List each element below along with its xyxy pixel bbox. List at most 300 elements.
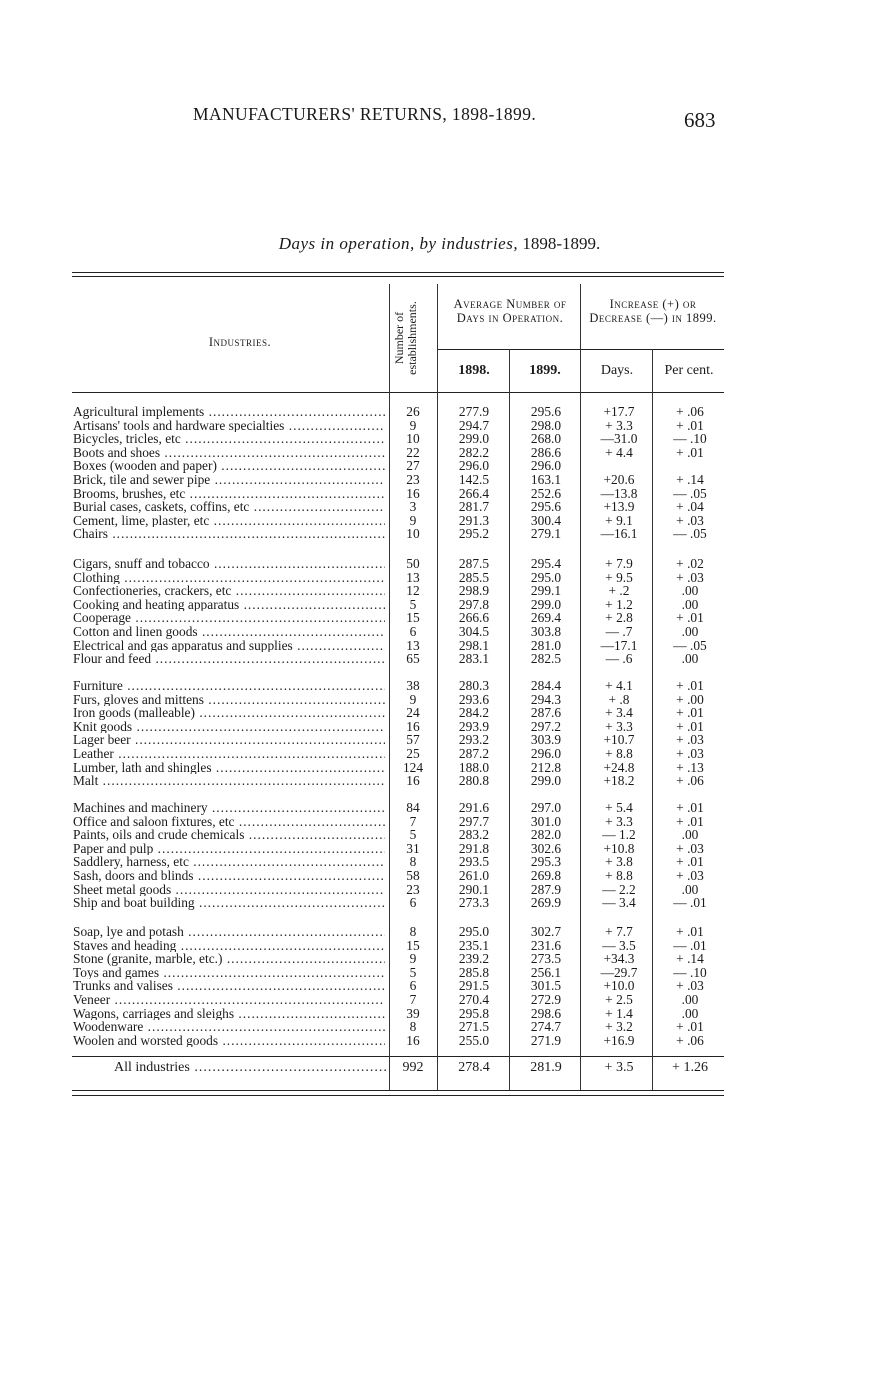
- days-1899: 282.5: [530, 651, 562, 667]
- days-1898: 297.7: [458, 813, 490, 829]
- table-row: [0, 720, 879, 734]
- table-row: [0, 1034, 879, 1048]
- change-days: + 3.3: [605, 718, 633, 734]
- days-1899: 287.9: [530, 881, 562, 897]
- change-days: — .6: [605, 651, 633, 667]
- table-row: [0, 679, 879, 693]
- days-1898: 291.8: [458, 840, 490, 856]
- table-row: [0, 993, 879, 1007]
- table-row: [0, 828, 879, 842]
- establishments-count: 39: [406, 1005, 420, 1021]
- page-number: 683: [684, 108, 716, 132]
- days-1898: 266.4: [458, 485, 490, 501]
- establishments-count: 16: [406, 485, 420, 501]
- industry-name: Boxes (wooden and paper) .....: [73, 459, 385, 473]
- table-row: [0, 487, 879, 501]
- establishments-count: 16: [406, 718, 420, 734]
- table-row: [0, 952, 879, 966]
- table-row: [0, 473, 879, 487]
- industry-name: Brooms, brushes, etc .....: [73, 487, 385, 501]
- total-row: [0, 1061, 879, 1075]
- days-1899: 295.6: [530, 499, 562, 515]
- industry-name: Saddlery, harness, etc .....: [73, 855, 385, 869]
- change-days: +24.8: [603, 759, 635, 775]
- industry-name: Cotton and linen goods .....: [73, 625, 385, 639]
- change-days: —16.1: [600, 526, 638, 542]
- days-1898: 266.6: [458, 610, 490, 626]
- industry-name: Burial cases, caskets, coffins, etc .....: [73, 500, 385, 514]
- change-days: +10.8: [603, 840, 635, 856]
- change-percent: + .06: [676, 773, 704, 789]
- industry-name: Lager beer .....: [73, 733, 385, 747]
- table-bottom-rule-2: [72, 1095, 724, 1096]
- industry-name: Boots and shoes .....: [73, 446, 385, 460]
- days-1898: 291.5: [458, 978, 490, 994]
- establishments-count: 27: [406, 458, 420, 474]
- change-percent: + .02: [676, 556, 704, 571]
- caption-text: Days in operation, by industries,: [278, 234, 519, 253]
- days-1898: 188.0: [458, 759, 490, 775]
- change-days: —29.7: [600, 964, 638, 980]
- establishments-count: 7: [409, 992, 417, 1007]
- establishments-count: 50: [406, 556, 420, 571]
- change-percent: + .01: [676, 924, 704, 939]
- change-days: + 8.8: [605, 868, 633, 883]
- days-1898: 287.2: [458, 746, 490, 761]
- days-1899: 301.0: [530, 813, 562, 829]
- days-1898: 304.5: [458, 624, 490, 639]
- change-percent: .00: [681, 881, 699, 897]
- change-days: + 3.8: [605, 854, 633, 870]
- industry-name: Office and saloon fixtures, etc .....: [73, 815, 385, 829]
- establishments-count: 23: [406, 472, 420, 487]
- change-percent: + .03: [676, 732, 704, 748]
- table-row: [0, 1007, 879, 1021]
- change-percent: + .03: [676, 840, 704, 856]
- days-1899: 303.9: [530, 732, 562, 748]
- establishments-count: 58: [406, 868, 420, 883]
- change-percent: .00: [681, 992, 699, 1007]
- change-days: + 3.4: [605, 705, 633, 721]
- industry-name: Sash, doors and blinds .....: [73, 869, 385, 883]
- header-bottom-rule: [72, 392, 724, 393]
- days-1898: 295.8: [458, 1005, 490, 1021]
- change-percent: + .03: [676, 512, 704, 528]
- establishments-count: 13: [406, 569, 420, 585]
- days-1898: 290.1: [458, 881, 490, 897]
- table-row: [0, 801, 879, 815]
- change-percent: + .04: [676, 499, 704, 515]
- change-percent: + .03: [676, 569, 704, 585]
- days-1899: 287.6: [530, 705, 562, 721]
- days-1898: 280.3: [458, 678, 490, 693]
- header-year-1898: 1898.: [458, 363, 490, 378]
- establishments-count: 31: [406, 840, 420, 856]
- days-1898: 284.2: [458, 705, 490, 721]
- change-percent: + .01: [676, 444, 704, 460]
- table-row: [0, 419, 879, 433]
- days-1899: 269.9: [530, 895, 562, 911]
- change-percent: .00: [681, 651, 699, 667]
- change-days: + 1.2: [605, 596, 633, 612]
- table-row: [0, 842, 879, 856]
- table-row: [0, 584, 879, 598]
- total-label: All industries .....: [114, 1061, 386, 1075]
- industry-name: Paper and pulp .....: [73, 842, 385, 856]
- industry-name: Brick, tile and sewer pipe .....: [73, 473, 385, 487]
- change-percent: — .05: [673, 526, 707, 542]
- change-percent: + .01: [676, 800, 704, 815]
- days-1899: 302.7: [530, 924, 562, 939]
- change-days: + 3.2: [605, 1019, 633, 1035]
- change-percent: + .13: [676, 759, 704, 775]
- days-1898: 255.0: [458, 1032, 490, 1048]
- header-average-days: Average Number of Days in Operation.: [453, 297, 567, 325]
- total-days: + 3.5: [604, 1060, 634, 1075]
- industry-name: Malt .....: [73, 774, 385, 788]
- days-1898: 296.0: [458, 458, 490, 474]
- days-1898: 291.6: [458, 800, 490, 815]
- change-days: + 9.1: [605, 512, 633, 528]
- industry-name: Furs, gloves and mittens .....: [73, 693, 385, 707]
- days-1898: 298.1: [458, 637, 490, 653]
- table-row: [0, 639, 879, 653]
- table-row: [0, 979, 879, 993]
- industry-name: Cigars, snuff and tobacco .....: [73, 557, 385, 571]
- table-row: [0, 611, 879, 625]
- industry-name: Cooperage .....: [73, 611, 385, 625]
- change-days: + 5.4: [605, 800, 633, 815]
- days-1899: 298.6: [530, 1005, 562, 1021]
- days-1899: 295.4: [530, 556, 562, 571]
- establishments-count: 65: [406, 651, 420, 667]
- change-days: + 2.8: [605, 610, 633, 626]
- table-row: [0, 598, 879, 612]
- change-percent: + .06: [676, 1032, 704, 1048]
- days-1899: 231.6: [530, 937, 562, 953]
- change-percent: + .01: [676, 705, 704, 721]
- establishments-count: 8: [409, 1019, 417, 1035]
- change-days: + .8: [608, 691, 630, 707]
- establishments-count: 6: [409, 978, 417, 994]
- days-1898: 270.4: [458, 992, 490, 1007]
- change-percent: — .05: [673, 485, 707, 501]
- change-percent: — .05: [673, 637, 707, 653]
- header-number-establishments: Number of establishments.: [392, 301, 419, 375]
- establishments-count: 23: [406, 881, 420, 897]
- industry-name: Trunks and valises .....: [73, 979, 385, 993]
- industry-name: Woodenware .....: [73, 1020, 385, 1034]
- industry-name: Paints, oils and crude chemicals .....: [73, 828, 385, 842]
- change-percent: + .00: [676, 691, 704, 707]
- days-1899: 303.8: [530, 624, 562, 639]
- change-days: +16.9: [603, 1032, 635, 1048]
- change-percent: — .01: [673, 937, 707, 953]
- change-days: +10.7: [603, 732, 635, 748]
- industry-name: Bicycles, tricles, etc .....: [73, 432, 385, 446]
- days-1899: 274.7: [530, 1019, 562, 1035]
- table-caption: [0, 234, 879, 254]
- change-days: — 3.5: [602, 937, 636, 953]
- total-1898: 278.4: [458, 1060, 490, 1075]
- industry-name: Cement, lime, plaster, etc .....: [73, 514, 385, 528]
- days-1898: 291.3: [458, 512, 490, 528]
- change-days: + 8.8: [605, 746, 633, 761]
- industry-name: Furniture .....: [73, 679, 385, 693]
- days-1899: 284.4: [530, 678, 562, 693]
- days-1899: 297.2: [530, 718, 562, 734]
- change-days: +17.7: [603, 404, 635, 419]
- establishments-count: 8: [409, 924, 417, 939]
- days-1898: 287.5: [458, 556, 490, 571]
- industry-name: Clothing .....: [73, 571, 385, 585]
- days-1899: 286.6: [530, 444, 562, 460]
- establishments-count: 8: [409, 854, 417, 870]
- days-1898: 297.8: [458, 596, 490, 612]
- days-1898: 295.2: [458, 526, 490, 542]
- days-1898: 295.0: [458, 924, 490, 939]
- days-1899: 294.3: [530, 691, 562, 707]
- days-1898: 294.7: [458, 417, 490, 433]
- table-row: [0, 625, 879, 639]
- industry-name: Staves and heading .....: [73, 939, 385, 953]
- days-1898: 142.5: [458, 472, 490, 487]
- days-1899: 212.8: [530, 759, 562, 775]
- establishments-count: 16: [406, 1032, 420, 1048]
- change-percent: .00: [681, 596, 699, 612]
- industry-name: Agricultural implements .....: [73, 405, 385, 419]
- days-1899: 269.8: [530, 868, 562, 883]
- establishments-count: 57: [406, 732, 420, 748]
- table-row: [0, 500, 879, 514]
- table-row: [0, 405, 879, 419]
- industry-name: Lumber, lath and shingles .....: [73, 761, 385, 775]
- days-1898: 261.0: [458, 868, 490, 883]
- change-days: + 7.7: [605, 924, 633, 939]
- header-days: Days.: [600, 363, 634, 378]
- establishments-count: 13: [406, 637, 420, 653]
- change-days: —13.8: [600, 485, 638, 501]
- days-1899: 302.6: [530, 840, 562, 856]
- establishments-count: 16: [406, 773, 420, 789]
- days-1899: 279.1: [530, 526, 562, 542]
- days-1899: 299.1: [530, 583, 562, 599]
- days-1899: 300.4: [530, 512, 562, 528]
- table-row: [0, 432, 879, 446]
- establishments-count: 9: [409, 951, 417, 967]
- industry-name: Chairs .....: [73, 527, 385, 541]
- table-row: [0, 774, 879, 788]
- establishments-count: 5: [409, 964, 417, 980]
- industry-name: Iron goods (malleable) .....: [73, 706, 385, 720]
- days-1898: 277.9: [458, 404, 490, 419]
- establishments-count: 12: [406, 583, 420, 599]
- establishments-count: 15: [406, 937, 420, 953]
- table-row: [0, 706, 879, 720]
- table-row: [0, 869, 879, 883]
- change-days: — 2.2: [602, 881, 636, 897]
- table-row: [0, 761, 879, 775]
- days-1899: 299.0: [530, 773, 562, 789]
- days-1898: 293.6: [458, 691, 490, 707]
- days-1899: 256.1: [530, 964, 562, 980]
- establishments-count: 6: [409, 624, 417, 639]
- days-1899: 295.0: [530, 569, 562, 585]
- days-1898: 293.9: [458, 718, 490, 734]
- industry-name: Knit goods .....: [73, 720, 385, 734]
- table-row: [0, 747, 879, 761]
- industry-name: Ship and boat building .....: [73, 896, 385, 910]
- table-top-rule: [72, 272, 724, 273]
- table-row: [0, 459, 879, 473]
- header-year-1899: 1899.: [529, 363, 561, 378]
- change-percent: + .01: [676, 854, 704, 870]
- industry-name: Cooking and heating apparatus .....: [73, 598, 385, 612]
- establishments-count: 84: [406, 800, 420, 815]
- table-row: [0, 527, 879, 541]
- header-increase-decrease: Increase (+) or Decrease (—) in 1899.: [589, 297, 717, 325]
- change-percent: + .01: [676, 678, 704, 693]
- establishments-count: 15: [406, 610, 420, 626]
- table-row: [0, 514, 879, 528]
- days-1899: 296.0: [530, 458, 562, 474]
- table-row: [0, 896, 879, 910]
- industry-name: Toys and games .....: [73, 966, 385, 980]
- change-days: + .2: [608, 583, 630, 599]
- establishments-count: 26: [406, 404, 420, 419]
- table-row: [0, 815, 879, 829]
- days-1898: 293.5: [458, 854, 490, 870]
- table-row: [0, 733, 879, 747]
- days-1898: 271.5: [458, 1019, 490, 1035]
- table-row: [0, 1020, 879, 1034]
- table-bottom-rule: [72, 1090, 724, 1091]
- establishments-count: 10: [406, 526, 420, 542]
- change-percent: .00: [681, 1005, 699, 1021]
- establishments-count: 10: [406, 431, 420, 447]
- days-1899: 295.6: [530, 404, 562, 419]
- days-1899: 282.0: [530, 827, 562, 843]
- days-1898: 285.8: [458, 964, 490, 980]
- change-days: +10.0: [603, 978, 635, 994]
- days-1898: 235.1: [458, 937, 490, 953]
- table-row: [0, 571, 879, 585]
- industry-name: Veneer .....: [73, 993, 385, 1007]
- establishments-count: 25: [406, 746, 420, 761]
- total-number: 992: [402, 1060, 424, 1075]
- days-1899: 296.0: [530, 746, 562, 761]
- days-1898: 285.5: [458, 569, 490, 585]
- change-days: — 3.4: [602, 895, 636, 911]
- change-days: +20.6: [603, 472, 635, 487]
- days-1898: 293.2: [458, 732, 490, 748]
- total-top-rule: [72, 1056, 724, 1057]
- days-1898: 282.2: [458, 444, 490, 460]
- table-row: [0, 446, 879, 460]
- establishments-count: 9: [409, 512, 417, 528]
- table-top-rule-2: [72, 276, 724, 277]
- change-percent: .00: [681, 583, 699, 599]
- days-1899: 295.3: [530, 854, 562, 870]
- change-days: + 4.4: [605, 444, 633, 460]
- change-percent: + .03: [676, 868, 704, 883]
- change-percent: + .06: [676, 404, 704, 419]
- industry-name: Artisans' tools and hardware specialties .....: [73, 419, 385, 433]
- header-industries: Industries.: [208, 335, 272, 349]
- industry-name: Sheet metal goods .....: [73, 883, 385, 897]
- days-1899: 301.5: [530, 978, 562, 994]
- industry-name: Leather .....: [73, 747, 385, 761]
- days-1899: 268.0: [530, 431, 562, 447]
- industry-name: Stone (granite, marble, etc.) .....: [73, 952, 385, 966]
- table-row: [0, 925, 879, 939]
- change-days: + 4.1: [605, 678, 633, 693]
- change-days: + 3.3: [605, 417, 633, 433]
- subheader-rule: [438, 349, 724, 350]
- industry-name: Wagons, carriages and sleighs .....: [73, 1007, 385, 1021]
- establishments-count: 38: [406, 678, 420, 693]
- days-1899: 252.6: [530, 485, 562, 501]
- establishments-count: 22: [406, 444, 420, 460]
- establishments-count: 24: [406, 705, 420, 721]
- establishments-count: 7: [409, 813, 417, 829]
- total-1899: 281.9: [530, 1060, 562, 1075]
- change-days: + 9.5: [605, 569, 633, 585]
- change-percent: + .01: [676, 610, 704, 626]
- days-1898: 281.7: [458, 499, 490, 515]
- establishments-count: 5: [409, 596, 417, 612]
- change-percent: + .01: [676, 813, 704, 829]
- days-1898: 299.0: [458, 431, 490, 447]
- industry-name: Machines and machinery .....: [73, 801, 385, 815]
- days-1899: 298.0: [530, 417, 562, 433]
- change-percent: + .03: [676, 746, 704, 761]
- days-1898: 280.8: [458, 773, 490, 789]
- change-days: +13.9: [603, 499, 635, 515]
- days-1899: 271.9: [530, 1032, 562, 1048]
- days-1898: 283.1: [458, 651, 490, 667]
- table-row: [0, 693, 879, 707]
- establishments-count: 6: [409, 895, 417, 911]
- table-row: [0, 652, 879, 666]
- table-row: [0, 855, 879, 869]
- change-days: —31.0: [600, 431, 638, 447]
- change-days: + 2.5: [605, 992, 633, 1007]
- change-percent: — .01: [673, 895, 707, 911]
- header-percent: Per cent.: [664, 363, 714, 378]
- change-percent: + .14: [676, 472, 704, 487]
- change-days: + 7.9: [605, 556, 633, 571]
- change-percent: + .01: [676, 718, 704, 734]
- change-days: +34.3: [603, 951, 635, 967]
- establishments-count: 9: [409, 691, 417, 707]
- days-1899: 297.0: [530, 800, 562, 815]
- change-percent: + .03: [676, 978, 704, 994]
- change-percent: + .14: [676, 951, 704, 967]
- table-row: [0, 557, 879, 571]
- table-row: [0, 939, 879, 953]
- change-days: — .7: [605, 624, 633, 639]
- days-1899: 163.1: [530, 472, 562, 487]
- days-1898: 298.9: [458, 583, 490, 599]
- table-row: [0, 966, 879, 980]
- change-percent: + .01: [676, 417, 704, 433]
- running-head: MANUFACTURERS' RETURNS, 1898-1899.: [193, 104, 537, 124]
- days-1899: 273.5: [530, 951, 562, 967]
- change-percent: — .10: [673, 964, 707, 980]
- industry-name: Flour and feed .....: [73, 652, 385, 666]
- industry-name: Confectioneries, crackers, etc .....: [73, 584, 385, 598]
